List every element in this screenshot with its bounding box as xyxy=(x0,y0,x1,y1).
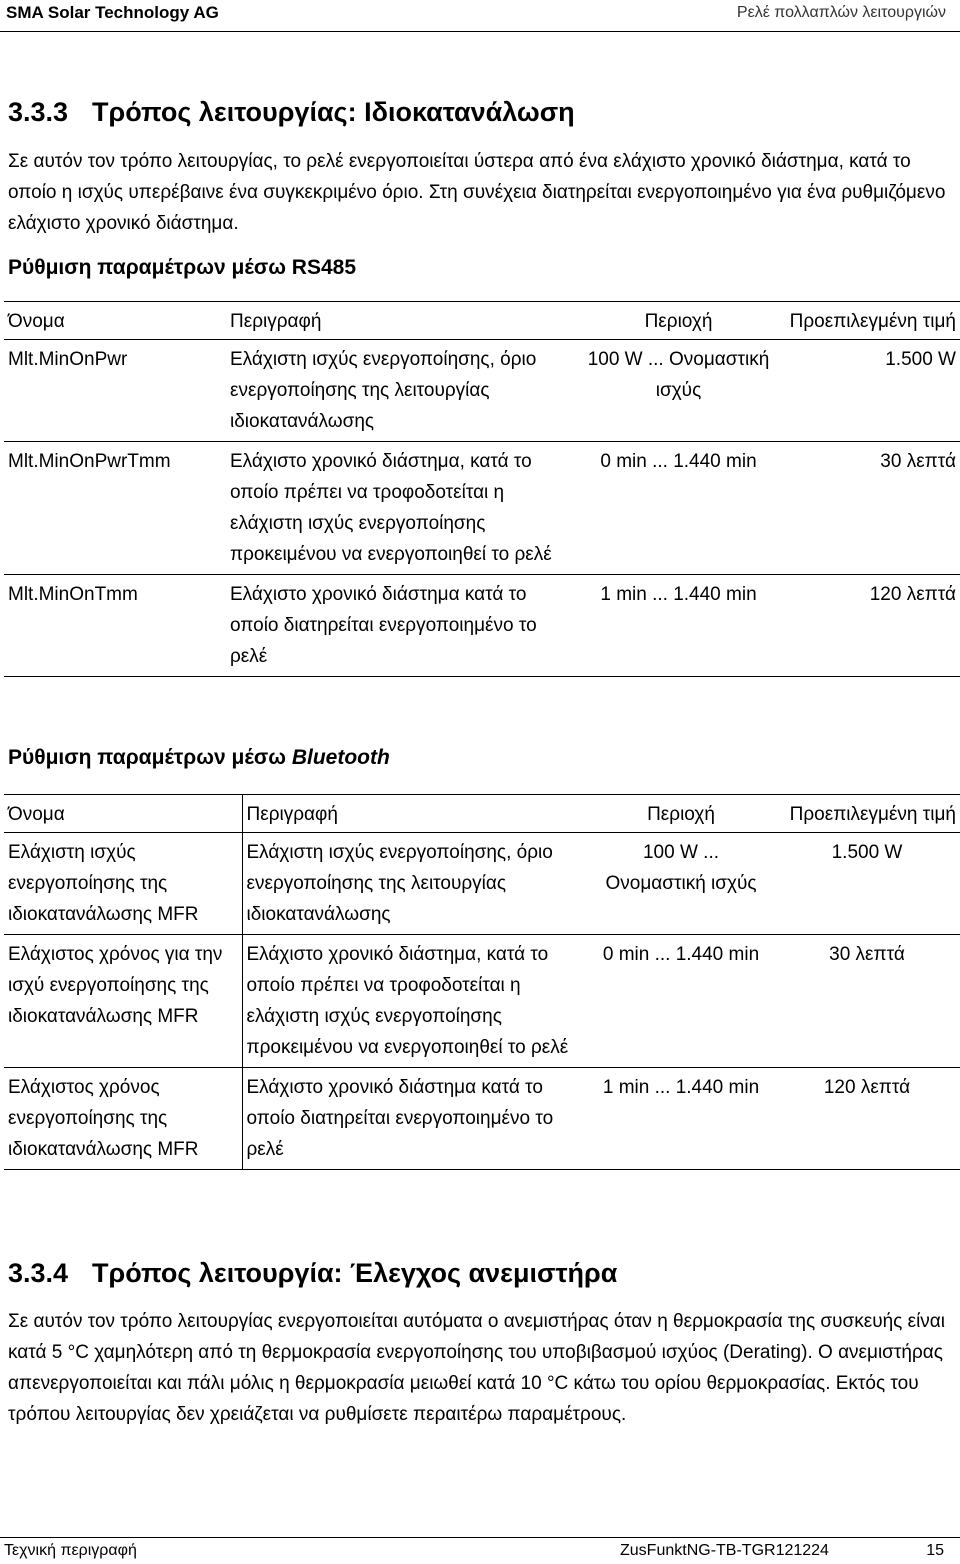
table-row xyxy=(4,833,960,935)
param-description: Ελάχιστη ισχύς ενεργοποίησης, όριο ενεργοποίησης της λειτουργίας ιδιοκατανάλωσης xyxy=(242,833,588,935)
param-name: Ελάχιστη ισχύς ενεργοποίησης της ιδιοκατανάλωσης MFR xyxy=(8,842,199,925)
footer-doc-type: Τεχνική περιγραφή xyxy=(4,1542,137,1559)
footer-divider xyxy=(0,1537,960,1538)
bluetooth-heading-italic: Bluetooth xyxy=(291,746,390,769)
header-company: SMA Solar Technology AG xyxy=(6,3,219,22)
col-header-name: Όνομα xyxy=(8,311,65,332)
col-header-default: Προεπιλεγμένη τιμή xyxy=(789,804,956,825)
footer-doc-code: ZusFunktNG-TB-TGR121224 xyxy=(620,1542,829,1559)
bluetooth-heading xyxy=(8,746,390,770)
param-description: Ελάχιστο χρονικό διάστημα, κατά το οποίο πρέπει να τροφοδοτείται η ελάχιστη ισχύς ενεργοποίησης προκειμένου να ενεργοποιηθεί το ρελέ xyxy=(242,935,588,1068)
param-name: Mlt.MinOnPwr xyxy=(8,349,128,370)
rs485-parameter-table xyxy=(4,301,960,677)
col-header-description: Περιγραφή xyxy=(230,311,322,332)
param-name: Mlt.MinOnPwrTmm xyxy=(8,451,171,472)
section-title: Τρόπος λειτουργίας: Ιδιοκατανάλωση xyxy=(92,97,575,127)
section-number: 3.3.4 xyxy=(8,1258,69,1288)
param-default: 120 λεπτά xyxy=(823,1077,911,1098)
bluetooth-parameter-table xyxy=(4,794,960,1170)
section-heading-334 xyxy=(8,1258,617,1289)
param-default: 1.500 W xyxy=(831,842,903,863)
header-doc-title: Ρελέ πολλαπλών λειτουργιών xyxy=(736,4,946,21)
param-default: 30 λεπτά xyxy=(880,451,956,472)
param-range: 1 min ... 1.440 min xyxy=(600,584,757,605)
footer-page-number: 15 xyxy=(926,1542,944,1559)
col-header-description: Περιγραφή xyxy=(242,795,588,833)
col-header-default: Προεπιλεγμένη τιμή xyxy=(789,311,956,332)
param-name: Ελάχιστος χρόνος ενεργοποίησης της ιδιοκατανάλωσης MFR xyxy=(8,1077,199,1160)
table-header-row xyxy=(4,302,960,340)
table-row xyxy=(4,935,960,1068)
col-header-name: Όνομα xyxy=(8,804,65,825)
param-name: Mlt.MinOnTmm xyxy=(8,584,138,605)
param-default: 1.500 W xyxy=(885,349,956,370)
bluetooth-heading-text: Ρύθμιση παραμέτρων μέσω xyxy=(8,746,292,769)
param-range: 1 min ... 1.440 min xyxy=(602,1077,760,1098)
param-range: 0 min ... 1.440 min xyxy=(602,944,760,965)
param-range: 100 W ... Ονομαστική ισχύς xyxy=(587,349,770,401)
param-default: 120 λεπτά xyxy=(869,584,956,605)
param-range: 0 min ... 1.440 min xyxy=(600,451,757,472)
section-intro: Σε αυτόν τον τρόπο λειτουργίας, το ρελέ ενεργοποιείται ύστερα από ένα ελάχιστο χρονικό διάστημα, κατά το οποίο η ισχύς υπερέβαινε ένα συγκεκριμένο όριο. Στη συνέχεια διατηρείται ενεργοποιημένο για ένα ρυθμιζόμενο ελάχιστο χρονικό διάστημα. xyxy=(8,151,946,234)
param-default: 30 λεπτά xyxy=(829,944,905,965)
param-description: Ελάχιστο χρονικό διάστημα κατά το οποίο διατηρείται ενεργοποιημένο το ρελέ xyxy=(230,584,537,667)
table-row xyxy=(4,1068,960,1170)
table-row xyxy=(4,340,960,442)
section-title: Τρόπος λειτουργία: Έλεγχος ανεμιστήρα xyxy=(92,1258,618,1288)
header-divider xyxy=(0,31,960,32)
col-header-range: Περιοχή xyxy=(647,804,715,825)
table-header-row xyxy=(4,795,960,833)
col-header-range: Περιοχή xyxy=(644,311,713,332)
param-range: 100 W ... Ονομαστική ισχύς xyxy=(605,842,757,894)
section-body: Σε αυτόν τον τρόπο λειτουργίας ενεργοποιείται αυτόματα ο ανεμιστήρας όταν η θερμοκρασία της συσκευής είναι κατά 5 °C χαμηλότερη από τη θερμοκρασία ενεργοποίησης του υποβιβασμού ισχύος (Derating). Ο ανεμιστήρας απενεργοποιείται και πάλι μόλις η θερμοκρασία μειωθεί κατά 10 °C κάτω του ορίου θερμοκρασίας. Εκτός του τρόπου λειτουργίας δεν χρειάζεται να ρυθμίσετε περαιτέρω παραμέτρους. xyxy=(8,1311,946,1425)
table-row xyxy=(4,575,960,677)
param-description: Ελάχιστη ισχύς ενεργοποίησης, όριο ενεργοποίησης της λειτουργίας ιδιοκατανάλωσης xyxy=(230,349,537,432)
rs485-heading: Ρύθμιση παραμέτρων μέσω RS485 xyxy=(8,256,357,279)
section-heading-333 xyxy=(8,97,575,128)
table-row xyxy=(4,442,960,575)
param-description: Ελάχιστο χρονικό διάστημα, κατά το οποίο πρέπει να τροφοδοτείται η ελάχιστη ισχύς ενεργοποίησης προκειμένου να ενεργοποιηθεί το ρελέ xyxy=(230,451,552,565)
section-number: 3.3.3 xyxy=(8,97,69,127)
param-name: Ελάχιστος χρόνος για την ισχύ ενεργοποίησης της ιδιοκατανάλωσης MFR xyxy=(8,944,223,1027)
param-description: Ελάχιστο χρονικό διάστημα κατά το οποίο διατηρείται ενεργοποιημένο το ρελέ xyxy=(242,1068,588,1170)
